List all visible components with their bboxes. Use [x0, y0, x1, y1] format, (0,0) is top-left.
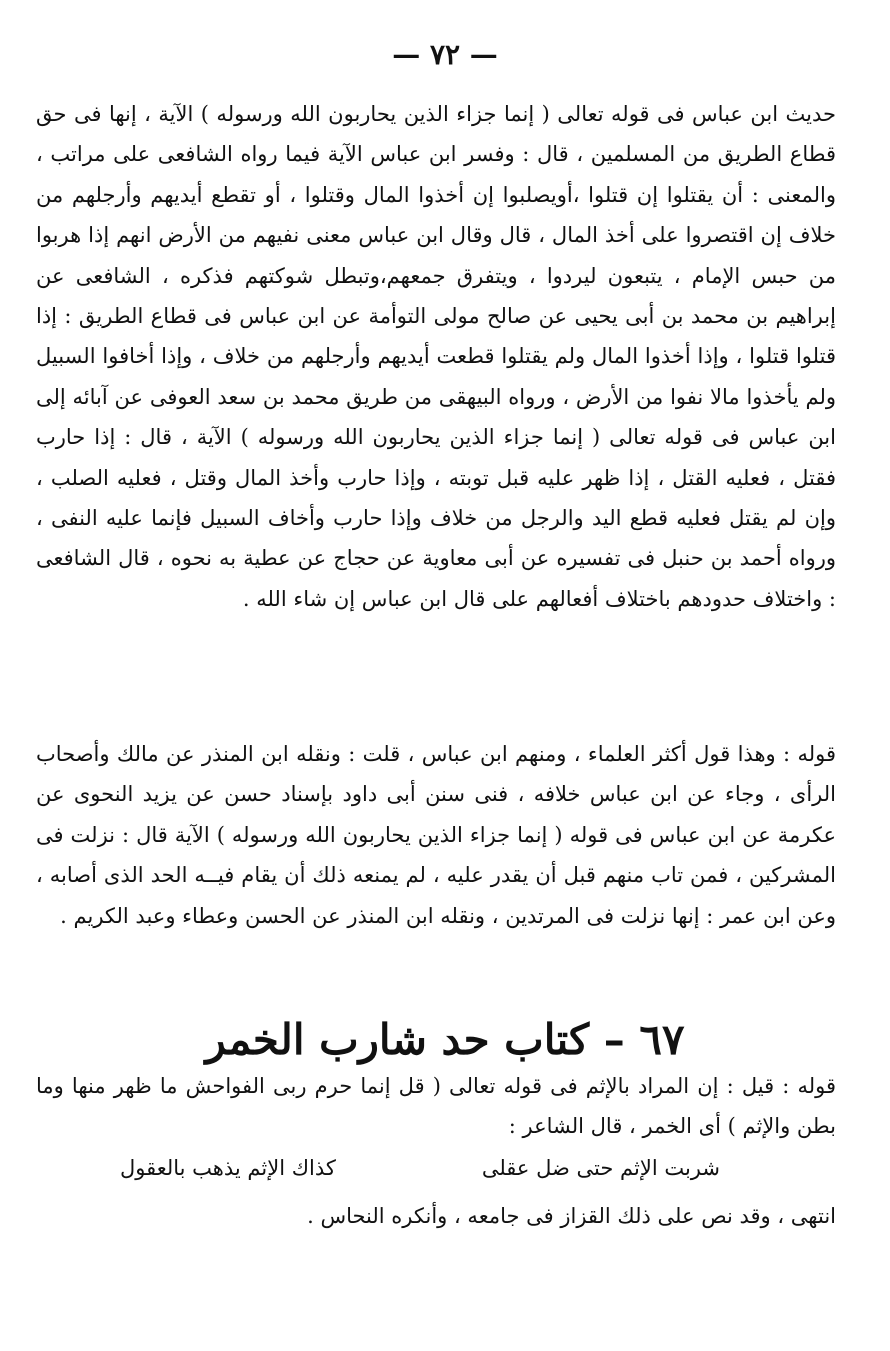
paragraph-majority-opinion	[36, 734, 836, 936]
verse-first-half: شربت الإثم حتى ضل عقلى	[481, 1156, 720, 1180]
page-number: — ٧٢ —	[392, 38, 498, 71]
paragraph-conclusion	[36, 1196, 836, 1236]
poetry-verse	[120, 1148, 720, 1188]
paragraph-text: حديث ابن عباس فى قوله تعالى ( إنما جزاء الذين يحاربون الله ورسوله ) الآية ، إنها فى حق قطاع الطريق من المسلمين ، قال : وفسر ابن عباس الآية فيما رواه الشافعى على مراتب ، والمعنى : أن يقتلوا إن قتلوا ،أويصلبوا إن أخذوا المال وقتلوا ، أو تقطع أيديهم وأرجلهم من خلاف إن اقتصروا على أخذ المال ، قال وقال ابن عباس معنى نفيهم من الأرض انهم إذا هربوا من حبس الإمام ، يتبعون ليردوا ، ويتفرق جمعهم،وتبطل شوكتهم فذكره ، الشافعى عن إبراهيم بن محمد بن أبى يحيى عن صالح مولى التوأمة عن ابن عباس فى قطاع الطريق : إذا قتلوا قتلوا ، وإذا أخذوا المال ولم يقتلوا قطعت أيديهم وأرجلهم من خلاف ، وإذا أخافوا السبيل ولم يأخذوا مالا نفوا من الأرض ، ورواه البيهقى من طريق محمد بن سعد العوفى عن آبائه إلى ابن عباس فى قوله تعالى ( إنما جزاء الذين يحاربون الله ورسوله ) الآية ، قال : إذا حارب فقتل ، فعليه القتل ، إذا ظهر عليه قبل توبته ، وإذا حارب وأخذ المال وقتل ، فعليه الصلب ، وإن لم يقتل فعليه قطع اليد والرجل من خلاف وإذا حارب وأخاف السبيل فإنما عليه النفى ، ورواه أحمد بن حنبل فى تفسيره عن أبى معاوية عن حجاج عن عطية به نحوه ، قال الشافعى : واختلاف حدودهم باختلاف أفعالهم على قال ابن عباس إن شاء الله .	[36, 102, 836, 611]
paragraph-text: انتهى ، وقد نص على ذلك القزاز فى جامعه ، وأنكره النحاس .	[307, 1204, 836, 1228]
verse-second-half: كذاك الإثم يذهب بالعقول	[120, 1156, 336, 1180]
paragraph-text: قوله : وهذا قول أكثر العلماء ، ومنهم ابن عباس ، قلت : ونقله ابن المنذر عن مالك وأصحاب الرأى ، وجاء عن ابن عباس خلافه ، فنى سنن أبى داود بإسناد حسن عن يزيد النحوى عن عكرمة عن ابن عباس فى قوله ( إنما جزاء الذين يحاربون الله ورسوله ) الآية قال : نزلت فى المشركين ، فمن تاب منهم قبل أن يقدر عليه ، لم يمنعه ذلك أن يقام فيــه الحد الذى أصابه ، وعن ابن عمر : إنها نزلت فى المرتدين ، ونقله ابن المنذر عن الحسن وعطاء وعبد الكريم .	[36, 742, 836, 928]
paragraph-ithm-meaning	[36, 1066, 836, 1147]
paragraph-ibn-abbas-hadith	[36, 94, 836, 619]
chapter-heading: ٦٧ – كتاب حد شارب الخمر	[205, 1015, 685, 1064]
paragraph-text: قوله : قيل : إن المراد بالإثم فى قوله تعالى ( قل إنما حرم ربى الفواحش ما ظهر منها وما بطن والإثم ) أى الخمر ، قال الشاعر :	[36, 1074, 836, 1139]
